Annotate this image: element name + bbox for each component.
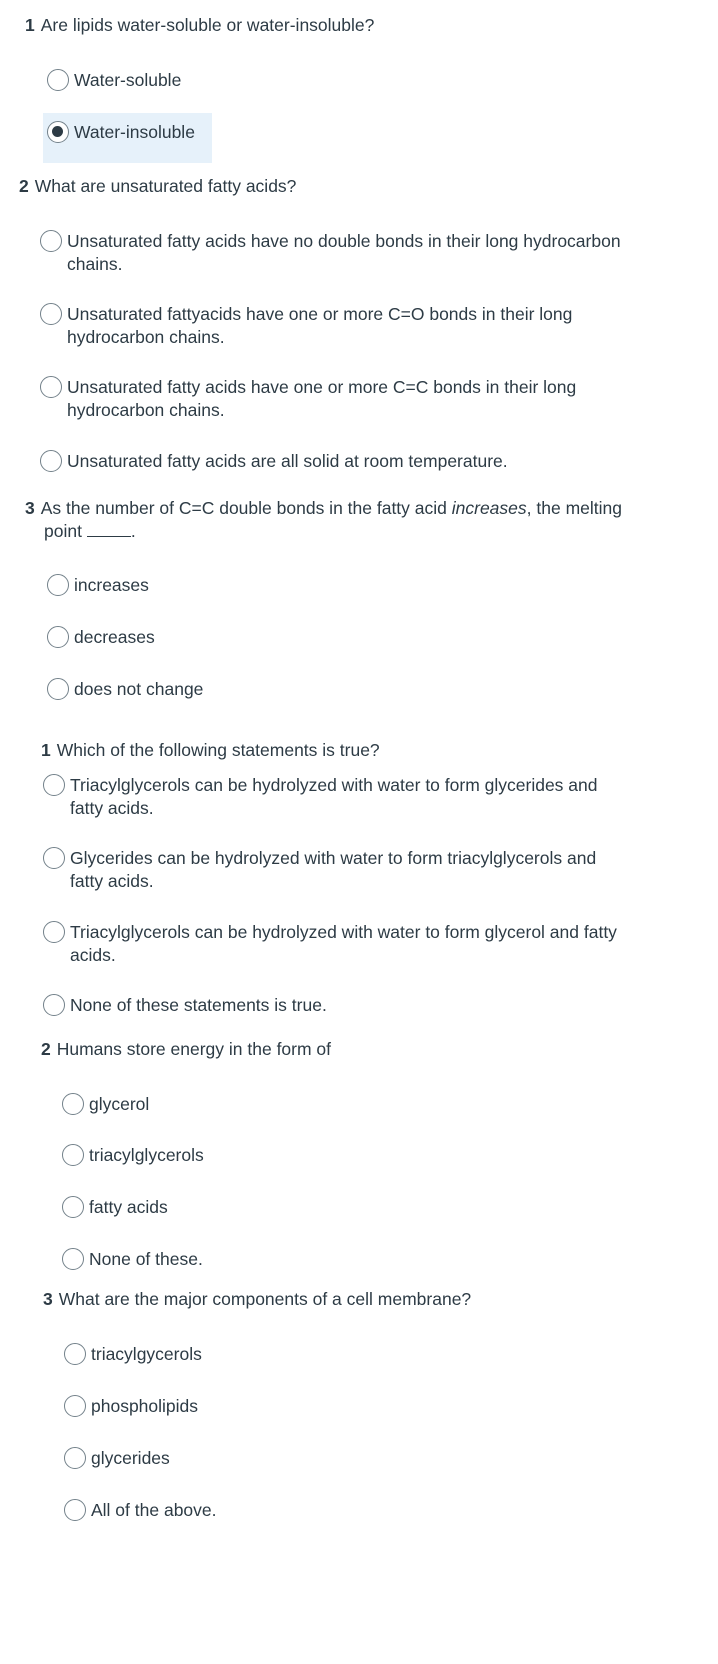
radio-button[interactable]: [64, 1343, 86, 1365]
q6-option-glycerides[interactable]: [64, 1447, 170, 1470]
question-text: Are lipids water-soluble or water-insoluble?: [40, 15, 375, 35]
q4-option-3[interactable]: [43, 921, 617, 967]
option-label: Unsaturated fattyacids have one or more C=O bonds in their long hydrocarbon chains.: [67, 304, 573, 347]
question-text: What are unsaturated fatty acids?: [34, 176, 297, 196]
radio-button[interactable]: [62, 1196, 84, 1218]
radio-button[interactable]: [47, 574, 69, 596]
question-number: 3: [25, 498, 35, 518]
q4-option-4[interactable]: [43, 994, 327, 1017]
q5-option-fatty-acids[interactable]: [62, 1196, 168, 1219]
q2-option-1[interactable]: [40, 230, 621, 276]
radio-button[interactable]: [40, 303, 62, 325]
question-text: What are the major components of a cell membrane?: [58, 1289, 472, 1309]
option-label: Triacylglycerols can be hydrolyzed with water to form glycerides and fatty acids.: [70, 775, 598, 818]
q3-option-decreases[interactable]: [47, 626, 155, 649]
option-label: Unsaturated fatty acids are all solid at room temperature.: [67, 451, 508, 471]
question-6-prompt: [43, 1288, 471, 1311]
radio-button[interactable]: [47, 69, 69, 91]
q6-option-all[interactable]: [64, 1499, 217, 1522]
option-label: Water-soluble: [74, 70, 182, 90]
option-label: does not change: [74, 679, 204, 699]
q1-option-water-soluble[interactable]: [47, 69, 181, 92]
q3-option-increases[interactable]: [47, 574, 149, 597]
option-label: Unsaturated fatty acids have no double bonds in their long hydrocarbon chains.: [67, 231, 621, 274]
question-text: Humans store energy in the form of: [56, 1039, 332, 1059]
radio-button[interactable]: [47, 678, 69, 700]
radio-button[interactable]: [43, 921, 65, 943]
q6-option-triacylgycerols[interactable]: [64, 1343, 202, 1366]
question-number: 3: [43, 1289, 53, 1309]
q4-option-2[interactable]: [43, 847, 596, 893]
option-label: decreases: [74, 627, 155, 647]
radio-button[interactable]: [40, 376, 62, 398]
q4-option-1[interactable]: [43, 774, 598, 820]
q6-option-phospholipids[interactable]: [64, 1395, 198, 1418]
question-5-prompt: [41, 1038, 331, 1061]
radio-button-selected[interactable]: [47, 121, 69, 143]
option-label: Water-insoluble: [74, 122, 195, 142]
q1-option-water-insoluble[interactable]: [47, 121, 195, 144]
radio-button[interactable]: [40, 450, 62, 472]
option-label: triacylgycerols: [91, 1344, 202, 1364]
option-label: Triacylglycerols can be hydrolyzed with water to form glycerol and fatty acids.: [70, 922, 617, 965]
question-4-prompt: [41, 739, 380, 762]
option-label: increases: [74, 575, 149, 595]
question-number: 2: [19, 176, 29, 196]
q3-option-no-change[interactable]: [47, 678, 203, 701]
option-label: All of the above.: [91, 1500, 217, 1520]
q5-option-none[interactable]: [62, 1248, 203, 1271]
question-3-prompt: 3 As the number of C=C double bonds in the fatty acid increases, the melting point .: [25, 498, 622, 541]
q2-option-3[interactable]: [40, 376, 576, 422]
q5-option-glycerol[interactable]: [62, 1093, 149, 1116]
option-label: triacylglycerols: [89, 1145, 204, 1165]
option-label: Glycerides can be hydrolyzed with water to form triacylglycerols and fatty acids.: [70, 848, 597, 891]
question-1-prompt: [25, 14, 374, 37]
question-text: Which of the following statements is true?: [56, 740, 380, 760]
option-label: glycerol: [89, 1094, 150, 1114]
question-2-prompt: [19, 175, 296, 198]
question-number: 1: [41, 740, 51, 760]
option-label: None of these statements is true.: [70, 995, 327, 1015]
q2-option-2[interactable]: [40, 303, 572, 349]
question-number: 1: [25, 15, 35, 35]
q5-option-triacylglycerols[interactable]: [62, 1144, 204, 1167]
question-number: 2: [41, 1039, 51, 1059]
q2-option-4[interactable]: [40, 450, 508, 473]
option-label: Unsaturated fatty acids have one or more C=C bonds in their long hydrocarbon chains.: [67, 377, 577, 420]
radio-button[interactable]: [64, 1395, 86, 1417]
option-label: fatty acids: [89, 1197, 168, 1217]
option-label: glycerides: [91, 1448, 170, 1468]
radio-button[interactable]: [64, 1447, 86, 1469]
radio-button[interactable]: [62, 1093, 84, 1115]
radio-button[interactable]: [43, 847, 65, 869]
radio-button[interactable]: [62, 1144, 84, 1166]
radio-button[interactable]: [43, 994, 65, 1016]
fill-in-blank: [87, 522, 131, 537]
radio-button[interactable]: [40, 230, 62, 252]
option-label: None of these.: [89, 1249, 203, 1269]
radio-button[interactable]: [47, 626, 69, 648]
radio-button[interactable]: [62, 1248, 84, 1270]
option-label: phospholipids: [91, 1396, 199, 1416]
radio-button[interactable]: [64, 1499, 86, 1521]
radio-button[interactable]: [43, 774, 65, 796]
